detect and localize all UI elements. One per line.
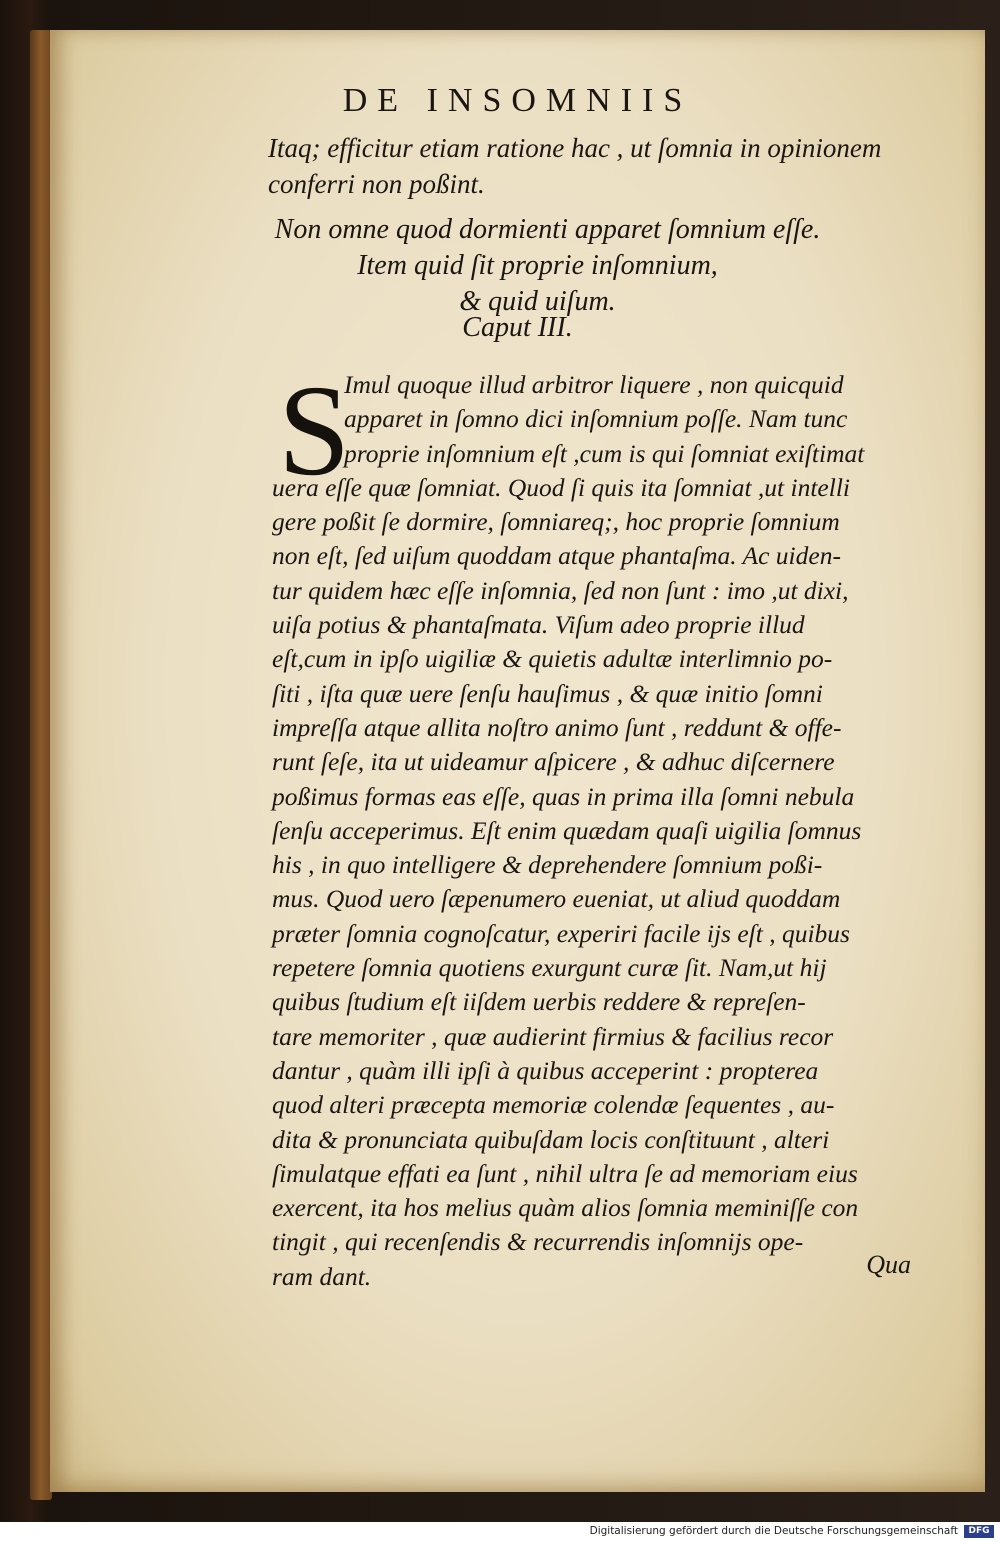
body-paragraph <box>272 359 947 1294</box>
body-line: ram dant. <box>272 1261 372 1291</box>
lead-line: Itaq; efficitur etiam ratione hac , ut ſomnia in opinionem <box>268 133 882 163</box>
body-line: gere poßit ſe dormire, ſomniareq;, hoc proprie ſomnium <box>272 507 840 537</box>
body-line: tur quidem hæc eſſe inſomnia, ſed non ſunt : imo ,ut dixi, <box>272 575 849 605</box>
body-line: poßimus formas eas eſſe, quas in prima illa ſomni nebula <box>272 781 855 811</box>
body-line: quod alteri præcepta memoriæ colendæ ſequentes , au- <box>272 1090 835 1120</box>
lead-paragraph <box>268 130 928 202</box>
running-head: DE INSOMNIIS <box>342 82 693 119</box>
body-line: quibus ſtudium eſt iiſdem uerbis reddere & repreſen- <box>272 987 806 1017</box>
body-line: ſenſu acceperimus. Eſt enim quædam quaſi uigilia ſomnus <box>272 815 862 845</box>
catchword: Qua <box>866 1250 911 1279</box>
footer-bar <box>0 1522 1000 1541</box>
body-line: his , in quo intelligere & deprehendere ſomnium poßi- <box>272 850 823 880</box>
body-line: mus. Quod uero ſæpenumero eueniat, ut aliud quoddam <box>272 884 841 914</box>
heading-line: & quid uiſum. <box>459 286 616 317</box>
body-line: tare memoriter , quæ audierint firmius & facilius recor <box>272 1021 834 1051</box>
body-line: apparet in ſomno dici inſomnium poſſe. Nam tunc <box>344 404 848 434</box>
body-line: dantur , quàm illi ipſi à quibus acceperint : propterea <box>272 1055 819 1085</box>
body-line: uiſa potius & phantaſmata. Viſum adeo proprie illud <box>272 610 805 640</box>
body-line: impreſſa atque allita noſtro animo ſunt , reddunt & offe- <box>272 712 842 742</box>
funding-credit: Digitalisierung gefördert durch die Deutsche Forschungsgemeinschaft <box>589 1525 958 1537</box>
chapter-title: Caput III. <box>462 312 573 343</box>
body-line: exercent, ita hos melius quàm alios ſomnia meminiſſe con <box>272 1193 859 1223</box>
body-line: ſimulatque effati ea ſunt , nihil ultra ſe ad memoriam eius <box>272 1158 858 1188</box>
book-page <box>50 30 985 1492</box>
heading-line: Non omne quod dormienti apparet ſomnium eſſe. <box>274 214 821 245</box>
body-line: tingit , qui recenſendis & recurrendis inſomnijs ope- <box>272 1227 804 1257</box>
lead-line: conferri non poßint. <box>268 169 485 199</box>
heading-line: Item quid ſit proprie inſomnium, <box>357 250 718 281</box>
body-line: repetere ſomnia quotiens exurgunt curæ ſit. Nam,ut hij <box>272 953 827 983</box>
body-line: uera eſſe quæ ſomniat. Quod ſi quis ita ſomniat ,ut intelli <box>272 472 850 502</box>
body-line: non eſt, ſed uiſum quoddam atque phantaſma. Ac uiden- <box>272 541 841 571</box>
body-line: præter ſomnia cognoſcatur, experiri facile ijs eſt , quibus <box>272 918 850 948</box>
body-line: dita & pronunciata quibuſdam locis conſtituunt , alteri <box>272 1124 830 1154</box>
body-line: Imul quoque illud arbitror liquere , non quicquid <box>344 370 844 399</box>
body-line: ſiti , iſta quæ uere ſenſu hauſimus , & quæ initio ſomni <box>272 678 823 708</box>
section-heading <box>50 212 985 320</box>
body-line: proprie inſomnium eſt ,cum is qui ſomniat exiſtimat <box>344 438 865 468</box>
body-line: eſt,cum in ipſo uigiliæ & quietis adultæ interlimnio po- <box>272 644 833 674</box>
drop-cap: S <box>278 359 351 503</box>
body-line: runt ſeſe, ita ut uideamur aſpicere , & adhuc diſcernere <box>272 747 835 777</box>
dfg-logo: DFG <box>964 1525 994 1538</box>
book-spine <box>30 30 52 1500</box>
